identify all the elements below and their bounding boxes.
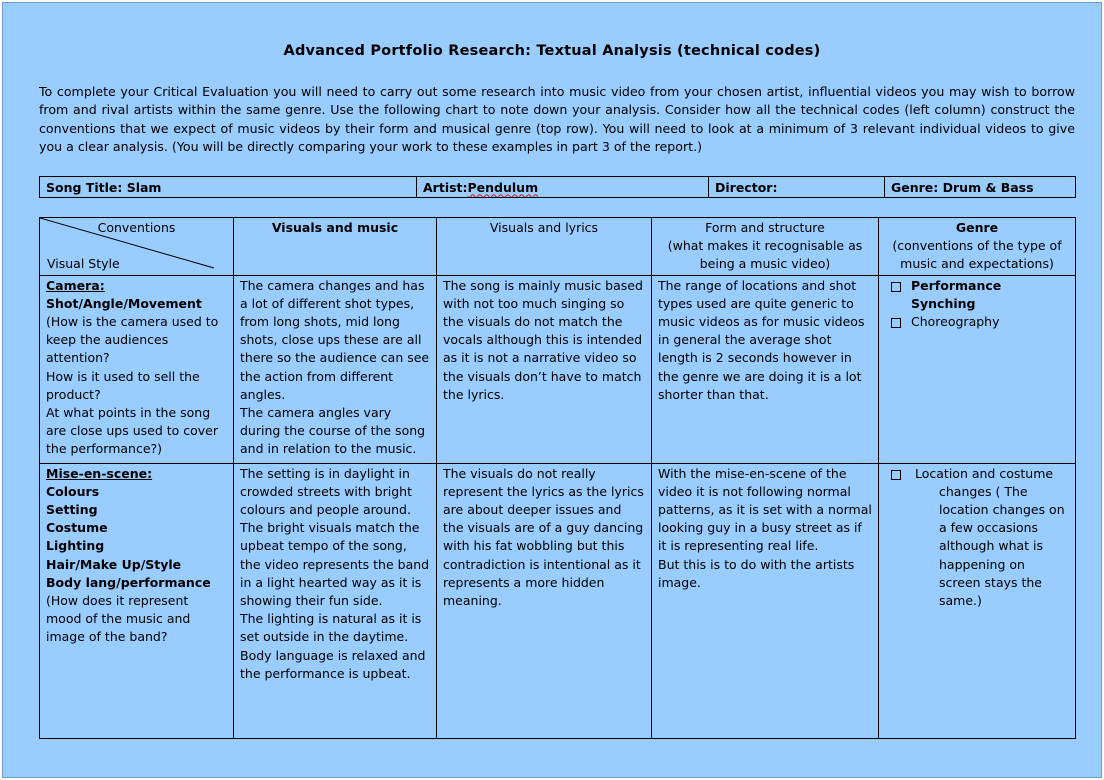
director-label: Director: [715, 179, 778, 195]
genre-checklist-item [885, 313, 1069, 331]
checkbox-icon [891, 282, 901, 292]
artist-label: Artist: [423, 179, 468, 195]
document-page [2, 2, 1102, 778]
genre-checklist-item [885, 465, 1069, 611]
camera-genre [879, 275, 1076, 463]
mise-item: Costume [46, 520, 108, 536]
mise-genre [879, 463, 1076, 738]
genre-item-label: Performance Synching [911, 277, 1002, 311]
form-structure-title: Form and structure [705, 220, 825, 235]
mise-en-scene-row [40, 463, 1076, 738]
song-title-cell [40, 177, 417, 198]
genre-item-label: Location and costume [915, 465, 1054, 481]
mise-label-cell [40, 463, 234, 738]
header-row [40, 218, 1076, 276]
song-info-table [39, 176, 1076, 198]
mise-visuals-lyrics: The visuals do not really represent the lyrics as the lyrics are about deeper issues and the visuals are of a guy dancing with his fat wobbling but this contradiction is intentional as it represents a more hidden meaning. [437, 463, 652, 738]
mise-item: Setting [46, 502, 98, 518]
director-cell [709, 177, 885, 198]
mise-item: Hair/Make Up/Style [46, 556, 182, 572]
mise-questions: (How does it represent mood of the music and image of the band? [46, 593, 191, 645]
genre-item-label: Choreography [911, 314, 1000, 330]
genre-location-text [915, 465, 1065, 611]
header-corner-cell [40, 218, 234, 276]
camera-visuals-music: The camera changes and has a lot of different shot types, from long shots, mid long shots, close ups these are all there so the audience can see the action from different angles. The camera angles vary during the course of the song and in relation to the music. [234, 275, 437, 463]
camera-visuals-lyrics: The song is mainly music based with not too much singing so the visuals do not match the vocals although this is intended as it is not a narrative video so the visuals don’t have to match the lyrics. [437, 275, 652, 463]
camera-questions: (How is the camera used to keep the audiences attention? How is it used to sell the product? At what points in the song are close ups used to cover the performance?) [46, 314, 219, 457]
song-title: Song Title: Slam [46, 179, 162, 195]
camera-subheading: Shot/Angle/Movement [46, 295, 202, 311]
camera-heading: Camera: [46, 277, 105, 293]
checkbox-icon [891, 318, 901, 328]
form-structure-subtitle: (what makes it recognisable as being a music video) [667, 238, 863, 272]
mise-item: Lighting [46, 538, 105, 554]
camera-row [40, 275, 1076, 463]
genre-cell [885, 177, 1076, 198]
page-title: Advanced Portfolio Research: Textual Analysis (technical codes) [283, 43, 821, 59]
checkbox-icon [891, 470, 901, 480]
genre-title: Genre [955, 220, 999, 235]
intro-paragraph: To complete your Critical Evaluation you will need to carry out some research into music video from your chosen artist, influential videos you may wish to borrow from and rival artists within the same genre. Use the following chart to note down your analysis. Consider how all the technical codes (left column) construct the conventions that we expect of music videos by their form and musical genre (top row). You will need to look at a minimum of 3 relevant individual videos to give you a clear analysis. (You will be directly comparing your work to these examples in part 3 of the report.) [39, 84, 1075, 154]
genre-checklist-item [885, 277, 1069, 313]
genre-label: Genre: Drum & Bass [891, 179, 1034, 195]
header-visuals-lyrics: Visuals and lyrics [437, 218, 652, 276]
camera-label-cell [40, 275, 234, 463]
genre-item-detail: changes ( The location changes on a few occasions although what is happening on screen stays the same.) [939, 483, 1065, 609]
visual-style-label: Visual Style [47, 256, 120, 272]
conventions-label: Conventions [97, 220, 176, 235]
header-visuals-music: Visuals and music [234, 218, 437, 276]
mise-item: Colours [46, 483, 100, 499]
mise-item: Body lang/performance [46, 574, 211, 590]
camera-form-structure: The range of locations and shot types used are quite generic to music videos as for music videos in general the average shot length is 2 seconds however in the genre we are doing it is a lot shorter than that. [652, 275, 879, 463]
header-genre [879, 218, 1076, 276]
analysis-table [39, 217, 1076, 739]
mise-visuals-music: The setting is in daylight in crowded streets with bright colours and people around. The bright visuals match the upbeat tempo of the song, the video represents the band in a light hearted way as it is showing their fun side. The lighting is natural as it is set outside in the daytime. Body language is relaxed and the performance is upbeat. [234, 463, 437, 738]
mise-heading: Mise-en-scene: [46, 465, 153, 481]
artist-value: Pendulum [467, 179, 539, 195]
artist-cell [417, 177, 709, 198]
mise-form-structure: With the mise-en-scene of the video it is not following normal patterns, as it is set with a normal looking guy in a busy street as if it is representing real life. But this is to do with the artists image. [652, 463, 879, 738]
genre-subtitle: (conventions of the type of music and expectations) [892, 238, 1062, 272]
header-form-structure [652, 218, 879, 276]
